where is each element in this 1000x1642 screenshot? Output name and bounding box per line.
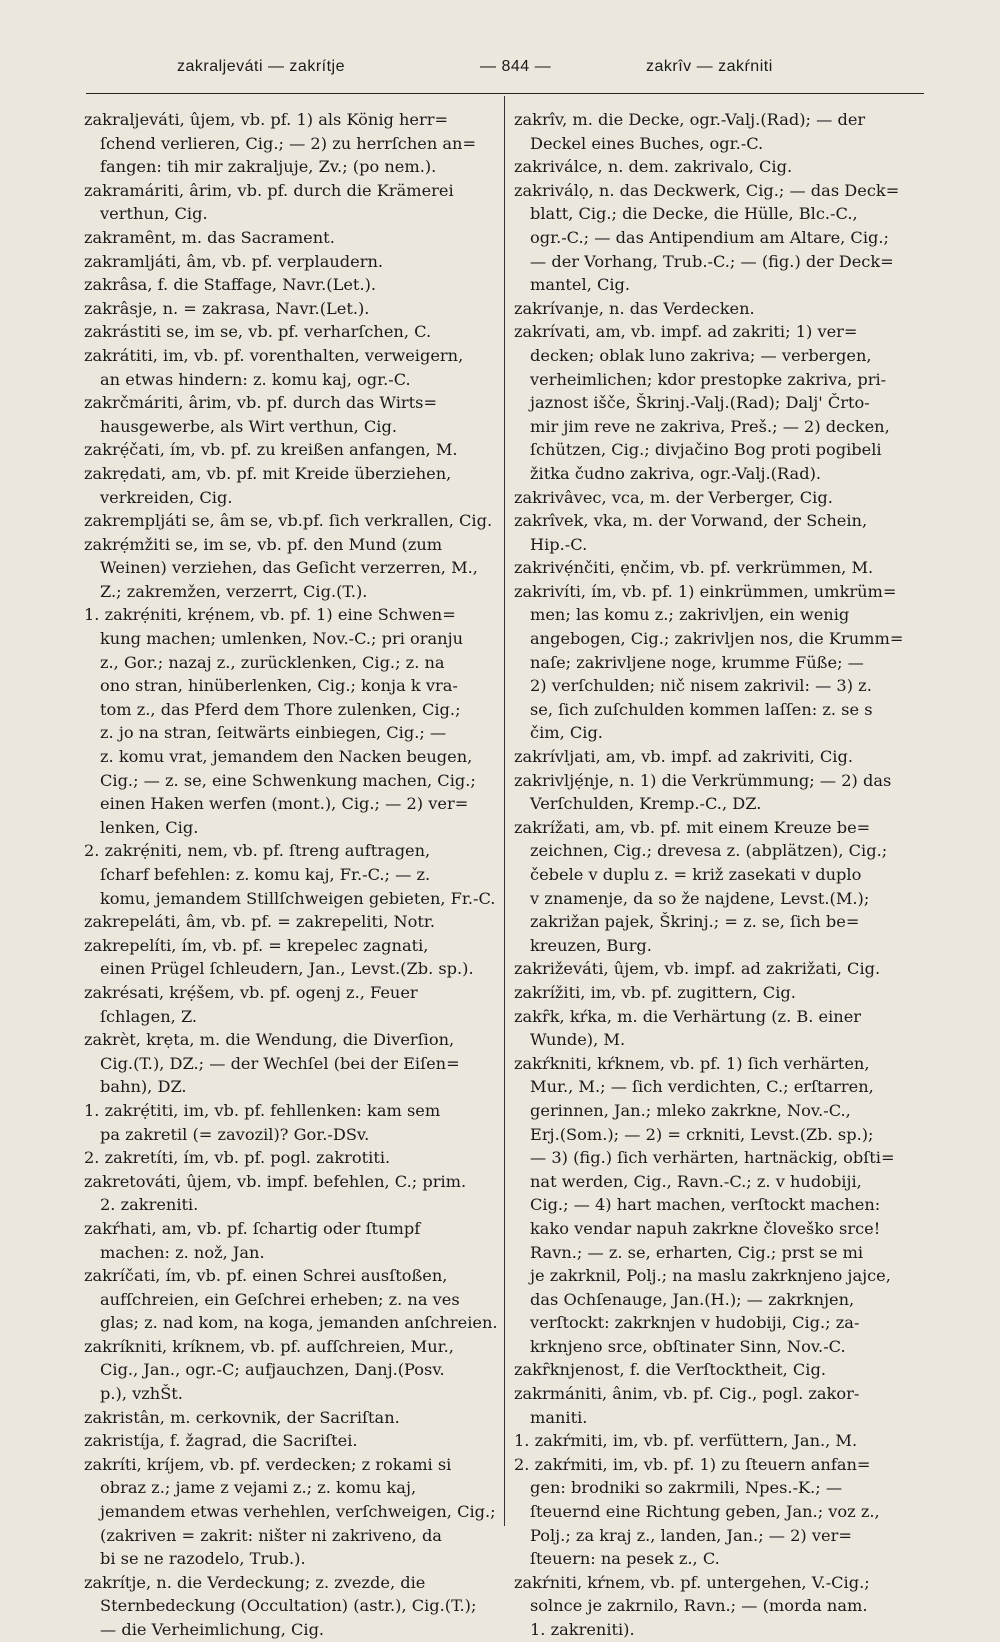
entry-headword-line: zakrâsa, f. die Staffage, Navr.(Let.).	[84, 275, 377, 295]
entry-headword-line: zakrívljati, am, vb. impf. ad zakriviti, Cig.	[514, 747, 853, 767]
entry-continuation-line: z. komu vrat, jemandem den Nacken beugen,	[100, 747, 473, 767]
entry-continuation-line: 1. zakreniti).	[530, 1620, 635, 1639]
entry-continuation-line: verkreiden, Cig.	[100, 487, 233, 507]
entry-continuation-line: mir jim reve ne zakriva, Preš.; — 2) decken,	[530, 416, 890, 436]
entry-continuation-line: zeichnen, Cig.; drevesa z. (abplätzen), Cig.;	[530, 841, 888, 861]
entry-continuation-line: tom z., das Pferd dem Thore zulenken, Cig.;	[100, 699, 461, 719]
entry-headword-line: zakriválce, n. dem. zakrivalo, Cig.	[514, 157, 793, 177]
entry-headword-line: zakrivíti, ím, vb. pf. 1) einkrümmen, umkrüm=	[514, 581, 897, 601]
entry-continuation-line: angebogen, Cig.; zakrivljen nos, die Krumm=	[530, 629, 904, 649]
entry-continuation-line: hausgewerbe, als Wirt verthun, Cig.	[100, 416, 397, 436]
entry-continuation-line: Deckel eines Buches, ogr.-C.	[530, 133, 764, 153]
entry-headword-line: zakrivljẹ́nje, n. 1) die Verkrümmung; — 2) das	[514, 770, 892, 790]
entry-headword-line: 1. zakŕmiti, im, vb. pf. verfüttern, Jan., M.	[514, 1431, 858, 1451]
entry-continuation-line: ſchlagen, Z.	[100, 1006, 198, 1026]
entry-continuation-line: verthun, Cig.	[100, 204, 208, 224]
entry-headword-line: zakrástiti se, im se, vb. pf. verharſchen, C.	[84, 322, 432, 342]
entry-continuation-line: verheimlichen; kdor prestopke zakriva, pri-	[530, 369, 887, 389]
right-column	[514, 108, 934, 1639]
page-header	[0, 58, 1000, 92]
entry-continuation-line: mantel, Cig.	[530, 275, 631, 295]
entry-continuation-line: Verſchulden, Kremp.-C., DZ.	[530, 794, 762, 814]
entry-continuation-line: machen: z. nož, Jan.	[100, 1242, 265, 1262]
entry-continuation-line: pa zakretil (= zavozil)? Gor.-DSv.	[100, 1124, 370, 1144]
entry-headword-line: zakrîv, m. die Decke, ogr.-Valj.(Rad); — der	[514, 110, 866, 129]
entry-headword-line: zakrẹdati, am, vb. pf. mit Kreide überziehen,	[84, 463, 452, 483]
entry-continuation-line: kung machen; umlenken, Nov.-C.; pri oranju	[100, 629, 464, 649]
entry-headword-line: zakramljáti, âm, vb. pf. verplaudern.	[84, 251, 384, 271]
entry-continuation-line: se, ſich zuſchulden kommen laſſen: z. se s	[530, 699, 873, 719]
entry-continuation-line: — 3) (fig.) ſich verhärten, hartnäckig, obſti=	[530, 1148, 895, 1168]
entry-continuation-line: čebele v duplu z. = križ zasekati v duplo	[530, 865, 862, 884]
entry-headword-line: zakretováti, ûjem, vb. impf. befehlen, C.; prim.	[84, 1171, 467, 1191]
entry-headword-line: zakraljeváti, ûjem, vb. pf. 1) als König herr=	[84, 110, 449, 129]
entry-headword-line: zakrátiti, im, vb. pf. vorenthalten, verweigern,	[84, 345, 464, 365]
entry-continuation-line: ogr.-C.; — das Antipendium am Altare, Cig.;	[530, 227, 889, 247]
entry-continuation-line: Mur., M.; — ſich verdichten, C.; erſtarren,	[530, 1077, 874, 1097]
entry-continuation-line: Cig., Jan., ogr.-C; aufjauchzen, Danj.(Posv.	[100, 1360, 445, 1380]
entry-continuation-line: obraz z.; jame z vejami z.; z. komu kaj,	[100, 1478, 417, 1498]
entry-continuation-line: ſcharf befehlen: z. komu kaj, Fr.-C.; — z.	[100, 865, 431, 884]
entry-headword-line: zakrížiti, im, vb. pf. zugittern, Cig.	[514, 982, 796, 1002]
entry-continuation-line: Polj.; za kraj z., landen, Jan.; — 2) ver=	[530, 1525, 852, 1545]
entry-continuation-line: čim, Cig.	[530, 723, 603, 743]
entry-continuation-line: (zakriven = zakrit: ništer ni zakriveno, da	[100, 1525, 442, 1545]
entry-continuation-line: bi se ne razodelo, Trub.).	[100, 1549, 306, 1569]
entry-continuation-line: z., Gor.; nazaj z., zurücklenken, Cig.; z. na	[100, 652, 445, 672]
entry-continuation-line: 2. zakreniti.	[100, 1195, 199, 1215]
entry-headword-line: zakrepelíti, ím, vb. pf. = krepelec zagnati,	[84, 935, 429, 955]
entry-headword-line: zakrížati, am, vb. pf. mit einem Kreuze be=	[514, 817, 871, 837]
entry-continuation-line: verſtockt: zakrknjen v hudobiji, Cig.; za-	[530, 1313, 860, 1333]
entry-continuation-line: zakrižan pajek, Škrinj.; = z. se, ſich be=	[530, 912, 860, 932]
entry-headword-line: 2. zakŕmiti, im, vb. pf. 1) zu ſteuern anfan=	[514, 1454, 871, 1474]
entry-continuation-line: das Ochſenauge, Jan.(H.); — zakrknjen,	[530, 1289, 855, 1309]
entry-continuation-line: — die Verheimlichung, Cig.	[100, 1620, 325, 1639]
entry-headword-line: zakrepeláti, âm, vb. pf. = zakrepeliti, Notr.	[84, 912, 436, 932]
entry-continuation-line: glas; z. nad kom, na koga, jemanden anſchreien.	[100, 1313, 498, 1333]
entry-continuation-line: Wunde), M.	[530, 1030, 626, 1050]
entry-continuation-line: einen Prügel ſchleudern, Jan., Levst.(Zb. sp.).	[100, 959, 474, 979]
entry-headword-line: zakriževáti, ûjem, vb. impf. ad zakrižati, Cig.	[514, 959, 881, 979]
entry-continuation-line: krknjeno srce, obſtinater Sinn, Nov.-C.	[530, 1336, 846, 1356]
entry-headword-line: zakrmániti, ânim, vb. pf. Cig., pogl. zakor-	[514, 1384, 860, 1404]
entry-continuation-line: nat werden, Cig., Ravn.-C.; z. v hudobiji,	[530, 1171, 862, 1191]
entry-headword-line: zakrívati, am, vb. impf. ad zakriti; 1) ver=	[514, 322, 858, 342]
entry-continuation-line: solnce je zakrnilo, Ravn.; — (morda nam.	[530, 1596, 868, 1616]
entry-continuation-line: komu, jemandem Stillſchweigen gebieten, Fr.-C.	[100, 888, 496, 908]
entry-headword-line: zakramáriti, ârim, vb. pf. durch die Krämerei	[84, 180, 454, 200]
header-right-guideword: zakrîv — zakŕniti	[646, 58, 773, 75]
entry-continuation-line: maniti.	[530, 1407, 588, 1427]
entry-continuation-line: Ravn.; — z. se, erharten, Cig.; prst se mi	[530, 1242, 864, 1262]
entry-continuation-line: aufſchreien, ein Geſchrei erheben; z. na ves	[100, 1289, 460, 1309]
entry-continuation-line: v znamenje, da so že najdene, Levst.(M.);	[530, 888, 870, 908]
entry-continuation-line: bahn), DZ.	[100, 1077, 187, 1097]
entry-continuation-line: Cig.; — 4) hart machen, verſtockt machen:	[530, 1195, 881, 1215]
entry-continuation-line: decken; oblak luno zakriva; — verbergen,	[530, 345, 872, 365]
entry-continuation-line: ſchend verlieren, Cig.; — 2) zu herrſchen an=	[100, 133, 477, 153]
entry-continuation-line: ſteuernd eine Richtung geben, Jan.; voz z.,	[530, 1502, 880, 1522]
entry-headword-line: zakristíja, f. žagrad, die Sacriſtei.	[84, 1431, 358, 1451]
entry-continuation-line: jemandem etwas verhehlen, verſchweigen, Cig.;	[100, 1502, 496, 1522]
entry-continuation-line: gen: brodniki so zakrmili, Npes.-K.; —	[530, 1478, 843, 1498]
entry-headword-line: zakŕniti, kŕnem, vb. pf. untergehen, V.-Cig.;	[514, 1572, 870, 1592]
entry-continuation-line: ſchützen, Cig.; divjačino Bog proti pogibeli	[530, 440, 882, 460]
left-column	[84, 108, 498, 1639]
entry-continuation-line: žitka čudno zakriva, ogr.-Valj.(Rad).	[530, 463, 822, 483]
page-number: — 844 —	[480, 58, 552, 75]
entry-continuation-line: fangen: tih mir zakraljuje, Zv.; (po nem.).	[100, 157, 437, 177]
entry-headword-line: zakrivâvec, vca, m. der Verberger, Cig.	[514, 487, 833, 507]
entry-continuation-line: z. jo na stran, ſeitwärts einbiegen, Cig.; —	[100, 723, 447, 743]
entry-headword-line: 1. zakrẹ́niti, krẹ́nem, vb. pf. 1) eine Schwen=	[84, 605, 456, 625]
entry-continuation-line: Cig.(T.), DZ.; — der Wechſel (bei der Eiſen=	[100, 1053, 460, 1073]
entry-continuation-line: jaznost išče, Škrinj.-Valj.(Rad); Dalj' Črto-	[530, 393, 870, 413]
entry-continuation-line: Z.; zakremžen, verzerrt, Cig.(T.).	[100, 581, 368, 601]
header-left-guideword: zakraljeváti — zakrítje	[177, 58, 345, 75]
entry-headword-line: 2. zakretíti, ím, vb. pf. pogl. zakrotiti.	[84, 1148, 391, 1168]
entry-continuation-line: Hip.-C.	[530, 534, 588, 554]
entry-headword-line: zakrîvek, vka, m. der Vorwand, der Schein,	[514, 511, 868, 531]
entry-continuation-line: men; las komu z.; zakrivljen, ein wenig	[530, 605, 850, 625]
entry-headword-line: zakrčmáriti, ârim, vb. pf. durch das Wirts=	[84, 393, 438, 413]
entry-headword-line: zakrẹ́mžiti se, im se, vb. pf. den Mund (zum	[84, 534, 443, 554]
entry-continuation-line: lenken, Cig.	[100, 817, 199, 837]
entry-continuation-line: ſteuern: na pesek z., C.	[530, 1549, 720, 1569]
entry-headword-line: zakristân, m. cerkovnik, der Sacriſtan.	[84, 1407, 400, 1427]
entry-headword-line: zakrívanje, n. das Verdecken.	[514, 298, 755, 318]
entry-headword-line: zakríkniti, kríknem, vb. pf. aufſchreien, Mur.,	[84, 1336, 454, 1356]
entry-headword-line: zakŕhati, am, vb. pf. ſchartig oder ſtumpf	[84, 1218, 421, 1238]
entry-continuation-line: — der Vorhang, Trub.-C.; — (fig.) der Deck=	[530, 251, 894, 271]
entry-headword-line: zakrésati, krẹ́šem, vb. pf. ogenj z., Feuer	[84, 982, 418, 1002]
entry-headword-line: zakȓknjenost, f. die Verſtocktheit, Cig.	[514, 1360, 826, 1380]
entry-headword-line: zakrẹ́čati, ím, vb. pf. zu kreißen anfangen, M.	[84, 440, 458, 460]
entry-continuation-line: einen Haken werfen (mont.), Cig.; — 2) ver=	[100, 794, 469, 814]
entry-continuation-line: Erj.(Som.); — 2) = crkniti, Levst.(Zb. sp.);	[530, 1124, 874, 1144]
entry-continuation-line: blatt, Cig.; die Decke, die Hülle, Blc.-C.,	[530, 204, 858, 224]
entry-headword-line: zakriválọ, n. das Deckwerk, Cig.; — das Deck=	[514, 180, 900, 200]
column-divider	[504, 96, 505, 1526]
entry-continuation-line: Sternbedeckung (Occultation) (astr.), Cig.(T.);	[100, 1596, 477, 1616]
entry-continuation-line: kako vendar napuh zakrkne človeško srce!	[530, 1218, 881, 1238]
entry-headword-line: zakrèt, krẹta, m. die Wendung, die Diverſion,	[84, 1030, 455, 1050]
entry-continuation-line: 2) verſchulden; nič nisem zakrivil: — 3) z.	[530, 676, 872, 696]
entry-headword-line: zakrâsje, n. = zakrasa, Navr.(Let.).	[84, 298, 370, 318]
entry-headword-line: 2. zakrẹ́niti, nem, vb. pf. ſtreng auftragen,	[84, 841, 431, 861]
entry-continuation-line: Weinen) verziehen, das Geſicht verzerren, M.,	[100, 558, 478, 578]
entry-continuation-line: je zakrknil, Polj.; na maslu zakrknjeno jajce,	[530, 1266, 891, 1286]
entry-headword-line: zakrítje, n. die Verdeckung; z. zvezde, die	[84, 1572, 426, 1592]
entry-continuation-line: p.), vzhŠt.	[100, 1384, 183, 1404]
entry-headword-line: zakramȇnt, m. das Sacrament.	[84, 227, 335, 247]
entry-headword-line: zakríti, kríjem, vb. pf. verdecken; z rokami si	[84, 1454, 452, 1474]
entry-headword-line: 1. zakrẹ́titi, im, vb. pf. fehllenken: kam sem	[84, 1100, 441, 1120]
entry-headword-line: zakŕkniti, kŕknem, vb. pf. 1) ſich verhärten,	[514, 1053, 870, 1073]
entry-continuation-line: ono stran, hinüberlenken, Cig.; konja k vra-	[100, 676, 458, 696]
entry-continuation-line: an etwas hindern: z. komu kaj, ogr.-C.	[100, 369, 411, 389]
entry-continuation-line: naſe; zakrivljene noge, krumme Füße; —	[530, 652, 864, 672]
entry-headword-line: zakȓk, kŕka, m. die Verhärtung (z. B. einer	[514, 1006, 862, 1026]
entry-headword-line: zakrivẹ́nčiti, ẹnčim, vb. pf. verkrümmen, M.	[514, 558, 874, 578]
entry-continuation-line: gerinnen, Jan.; mleko zakrkne, Nov.-C.,	[530, 1100, 851, 1120]
entry-continuation-line: Cig.; — z. se, eine Schwenkung machen, Cig.;	[100, 770, 476, 790]
entry-headword-line: zakrempljáti se, âm se, vb.pf. ſich verkrallen, Cig.	[84, 511, 493, 531]
entry-headword-line: zakríčati, ím, vb. pf. einen Schrei ausſtoßen,	[84, 1266, 448, 1286]
entry-continuation-line: kreuzen, Burg.	[530, 935, 652, 955]
header-rule	[86, 93, 924, 94]
